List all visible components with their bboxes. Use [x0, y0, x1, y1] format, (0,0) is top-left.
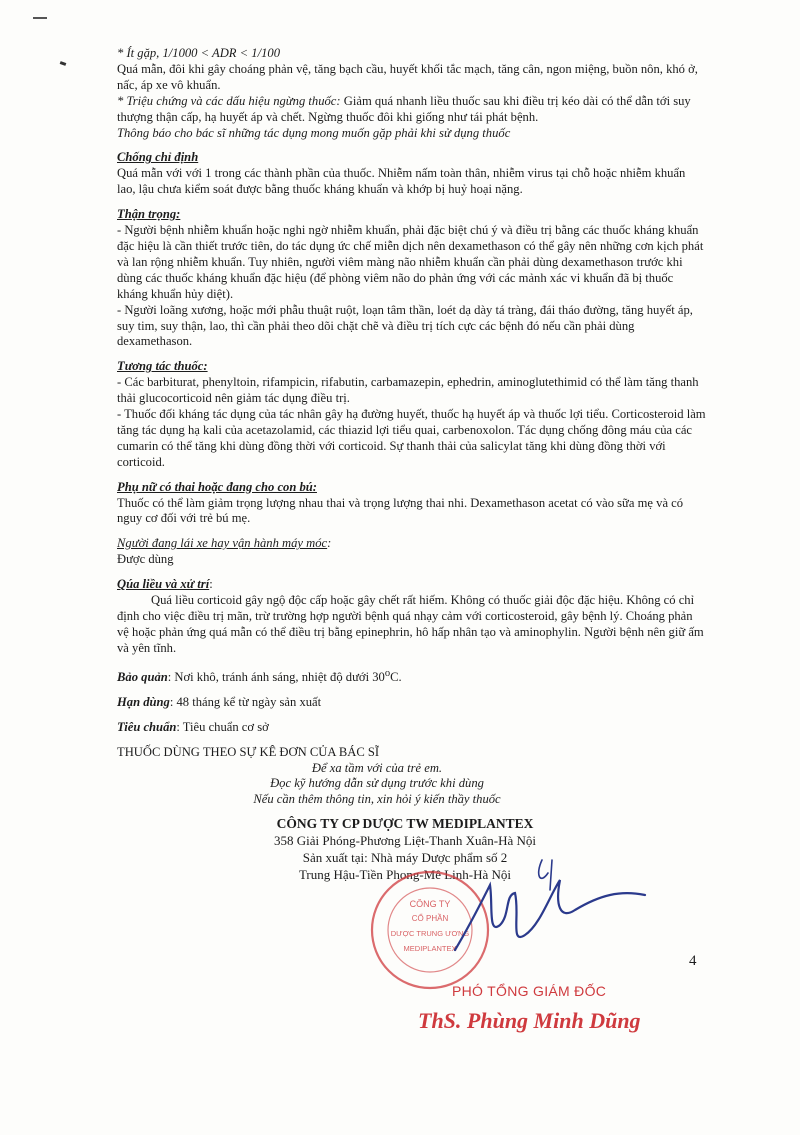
shelf-life-line: Hạn dùng: 48 tháng kể từ ngày sản xuất	[117, 694, 322, 709]
driving-text: Được dùng	[117, 552, 174, 567]
overdose-text: Quá liều corticoid gây ngộ độc cấp hoặc gây chết rất hiếm. Không có thuốc giải độc đặc hiệu. Không có chỉ định cho việc điều trị mãn, trừ trường hợp người bệnh quá nhạy cảm với corticosteroid, gây bệnh lý. Choáng phản vệ hoặc phản ứng quá mẫn có thể điều trị bằng epinephrin, hô hấp nhân tạo và aminophylin. Người bệnh nên giữ ấm và yên tĩnh.	[117, 593, 704, 655]
rare-effects-text: Quá mẫn, đôi khi gây choáng phản vệ, tăng bạch cầu, huyết khối tắc mạch, tăng cân, ngon miệng, buồn nôn, khó ở, nấc, áp xe vô khuẩn.	[117, 61, 698, 92]
stamp-title: PHÓ TỔNG GIÁM ĐỐC	[452, 983, 607, 999]
notify-doctor-note: Thông báo cho bác sĩ những tác dụng mong muốn gặp phải khi sử dụng thuốc	[117, 125, 511, 140]
shelf-life-title: Hạn dùng	[117, 694, 170, 709]
page-number: 4	[689, 953, 697, 969]
company-name: CÔNG TY CP DƯỢC TW MEDIPLANTEX	[276, 816, 534, 831]
storage-line: Bảo quản: Nơi khô, tránh ánh sáng, nhiệt độ dưới 30$^o$C.	[117, 667, 402, 684]
company-factory: Sản xuất tại: Nhà máy Dược phẩm số 2	[302, 850, 508, 865]
interactions-title: Tương tác thuốc:	[117, 359, 208, 374]
rare-effects-header: * Ít gặp, 1/1000 < ADR < 1/100	[117, 46, 280, 60]
interactions-paragraph: - Thuốc đối kháng tác dụng của tác nhân gây hạ đường huyết, thuốc hạ huyết áp và thuốc lợi tiểu. Corticosteroid làm tăng tác dụng hạ kali của acetazolamid, các thiazid lợi tiểu quai, carbenoxolon. Tác dụng chống đông máu của các cumarin có thể tăng khi dùng đồng thời với corticoid. Sự thanh thải của salicylat tăng khi dùng đồng thời với corticoid.	[117, 407, 706, 469]
scan-mark	[33, 17, 47, 19]
driving-heading: Người đang lái xe hay vận hành máy móc:	[117, 536, 332, 551]
warning-line: Đọc kỹ hướng dẫn sử dụng trước khi dùng	[270, 776, 484, 791]
pregnancy-title: Phụ nữ có thai hoặc đang cho con bú:	[117, 479, 317, 494]
storage-title: Bảo quản	[117, 669, 168, 684]
warnings-block	[157, 761, 597, 809]
company-address: 358 Giải Phóng-Phương Liệt-Thanh Xuân-Hà Nội	[274, 833, 536, 848]
interactions-paragraph: - Các barbiturat, phenyltoin, rifampicin, rifabutin, carbamazepin, ephedrin, aminoglutethimid có thể làm tăng thanh thải glucocorticoid nên giảm tác dụng điều trị.	[117, 375, 699, 406]
warning-line: Để xa tầm với của trẻ em.	[311, 760, 443, 775]
standard-title: Tiêu chuẩn	[117, 719, 177, 734]
warning-line: Nếu cần thêm thông tin, xin hỏi ý kiến thầy thuốc	[253, 792, 501, 807]
company-factory-address: Trung Hậu-Tiền Phong-Mê Linh-Hà Nội	[298, 867, 512, 882]
precautions-title: Thận trọng:	[117, 207, 181, 222]
driving-title: Người đang lái xe hay vận hành máy móc	[117, 536, 328, 551]
overdose-title: Qúa liều và xử trí	[117, 577, 210, 592]
precautions-paragraph: - Người loãng xương, hoặc mới phẫu thuật ruột, loạn tâm thần, loét dạ dày tá tràng, đái tháo đường, tăng huyết áp, suy tim, suy thận, lao, thì cần phải theo dõi chặt chẽ và điều trị tích cực các bệnh đó nếu cần phải dùng dexamethason.	[117, 302, 693, 349]
withdrawal-text: Giảm quá nhanh liều thuốc sau khi điều trị kéo dài có thể dẫn tới suy thượng thận cấp, hạ huyết áp và chết. Ngừng thuốc đôi khi giống như tái phát bệnh.	[117, 93, 691, 124]
signature-mark	[539, 860, 552, 890]
leaflet-text	[117, 46, 707, 808]
overdose-heading: Qúa liều và xử trí:	[117, 577, 213, 592]
contraindications-title: Chống chỉ định	[117, 150, 199, 165]
stamp-signer: ThS. Phùng Minh Dũng	[418, 1008, 641, 1033]
contraindications-text: Quá mẫn với với 1 trong các thành phần của thuốc. Nhiễm nấm toàn thân, nhiễm virus tại chỗ hoặc nhiễm khuẩn lao, lậu chưa kiểm soát được bằng thuốc kháng khuẩn và khớp bị huỷ hoại nặng.	[117, 166, 686, 197]
withdrawal-paragraph	[117, 94, 707, 126]
precautions-paragraph: - Người bệnh nhiễm khuẩn hoặc nghi ngờ nhiễm khuẩn, phải đặc biệt chú ý và điều trị bằng các thuốc kháng khuẩn đặc hiệu là cần thiết trước tiên, do tác dụng ức chế miễn dịch nên dexamethason có thể gây nên những cơn kịch phát và lan rộng nhiễm khuẩn. Tuy nhiên, người viêm màng não nhiễm khuẩn cần phải dùng dexamethason trước khi dùng các thuốc kháng khuẩn đặc hiệu (để phòng viêm não do phản ứng với các mảnh xác vi khuẩn đã bị thuốc kháng khuẩn hủy diệt).	[117, 223, 704, 301]
seal-text: MEDIPLANTEX	[403, 944, 457, 953]
pregnancy-text: Thuốc có thể làm giảm trọng lượng nhau thai và trọng lượng thai nhi. Dexamethason acetat có vào sữa mẹ và có nguy cơ đối với trẻ bú mẹ.	[117, 495, 684, 526]
prescription-note: THUỐC DÙNG THEO SỰ KÊ ĐƠN CỦA BÁC SĨ	[117, 744, 380, 759]
standard-line: Tiêu chuẩn: Tiêu chuẩn cơ sở	[117, 719, 269, 734]
seal-text: CÔNG TY	[409, 899, 451, 909]
seal-text: DƯỢC TRUNG ƯƠNG	[390, 929, 470, 938]
seal-text: CỔ PHẦN	[411, 914, 449, 923]
scan-mark	[60, 61, 67, 66]
withdrawal-label: * Triệu chứng và các dấu hiệu ngừng thuốc:	[117, 93, 341, 108]
